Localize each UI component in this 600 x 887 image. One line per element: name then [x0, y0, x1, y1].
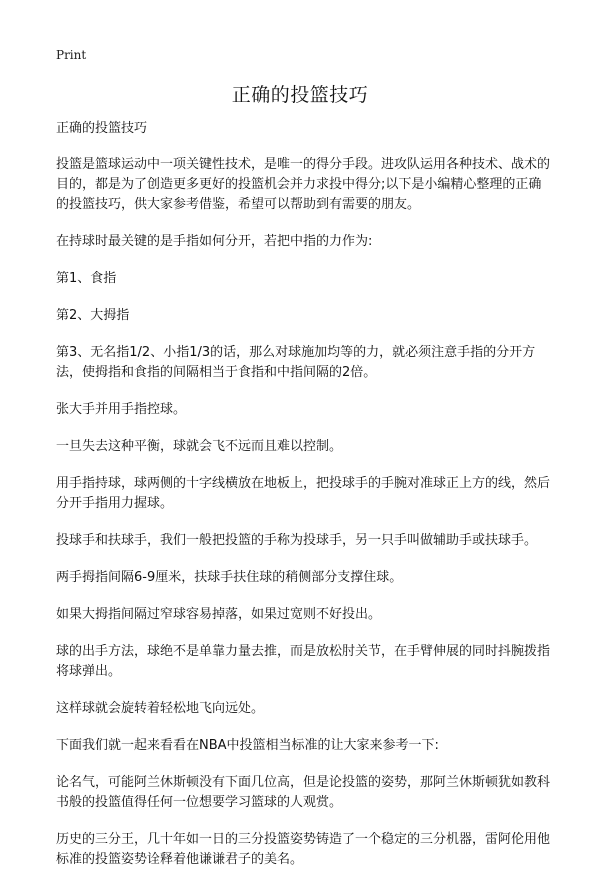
article-body [56, 119, 552, 887]
paragraph-spin: 这样球就会旋转着轻松地飞向远处。 [56, 701, 265, 716]
paragraph-nba-intro: 下面我们就一起来看看在NBA中投篮相当标准的让大家来参考一下: [56, 738, 439, 753]
paragraph-spread-hand: 张大手并用手指控球。 [56, 402, 187, 417]
paragraph-thumb-gap: 两手拇指间隔6-9厘米，扶球手扶住球的稍侧部分支撑住球。 [56, 570, 403, 585]
paragraph-grip-question: 在持球时最关键的是手指如何分开，若把中指的力作为: [56, 234, 373, 249]
paragraph-balance: 一旦失去这种平衡，球就会飞不远而且难以控制。 [56, 439, 343, 454]
article-subtitle: 正确的投篮技巧 [56, 121, 148, 136]
paragraph-allan-houston: 论名气，可能阿兰休斯顿没有下面几位高，但是论投篮的姿势，那阿兰休斯顿犹如教科书般的投篮值得任何一位想要学习篮球的人观赏。 [56, 775, 551, 810]
paragraph-hold-ball: 用手指持球，球两侧的十字线横放在地板上，把投球手的手腕对准球正上方的线，然后分开手指用力握球。 [56, 476, 551, 511]
paragraph-ray-allen: 历史的三分王，几十年如一日的三分投篮姿势铸造了一个稳定的三分机器，雷阿伦用他标准的投篮姿势诠释着他谦谦君子的美名。 [56, 832, 551, 867]
paragraph-release: 球的出手方法，球绝不是单靠力量去推，而是放松肘关节，在手臂伸展的同时抖腕拨指将球弹出。 [56, 644, 551, 679]
paragraph-thumb: 第2、大拇指 [56, 308, 130, 323]
paragraph-index-finger: 第1、食指 [56, 271, 117, 286]
paragraph-intro: 投篮是篮球运动中一项关键性技术，是唯一的得分手段。进攻队运用各种技术、战术的目的，都是为了创造更多更好的投篮机会并力求投中得分;以下是小编精心整理的正确的投篮技巧，供大家参考借鉴，希望可以帮助到有需要的朋友。 [56, 157, 551, 212]
page-title: 正确的投篮技巧 [231, 84, 369, 106]
paragraph-shooting-hand: 投球手和扶球手，我们一般把投篮的手称为投球手，另一只手叫做辅助手或扶球手。 [56, 533, 538, 548]
paragraph-gap-warning: 如果大拇指间隔过窄球容易掉落，如果过宽则不好投出。 [56, 607, 382, 622]
paragraph-finger-spacing: 第3、无名指1/2、小指1/3的话，那么对球施加均等的力，就必须注意手指的分开方法，使拇指和食指的间隔相当于食指和中指间隔的2倍。 [56, 345, 536, 380]
print-link[interactable]: Print [56, 48, 87, 62]
